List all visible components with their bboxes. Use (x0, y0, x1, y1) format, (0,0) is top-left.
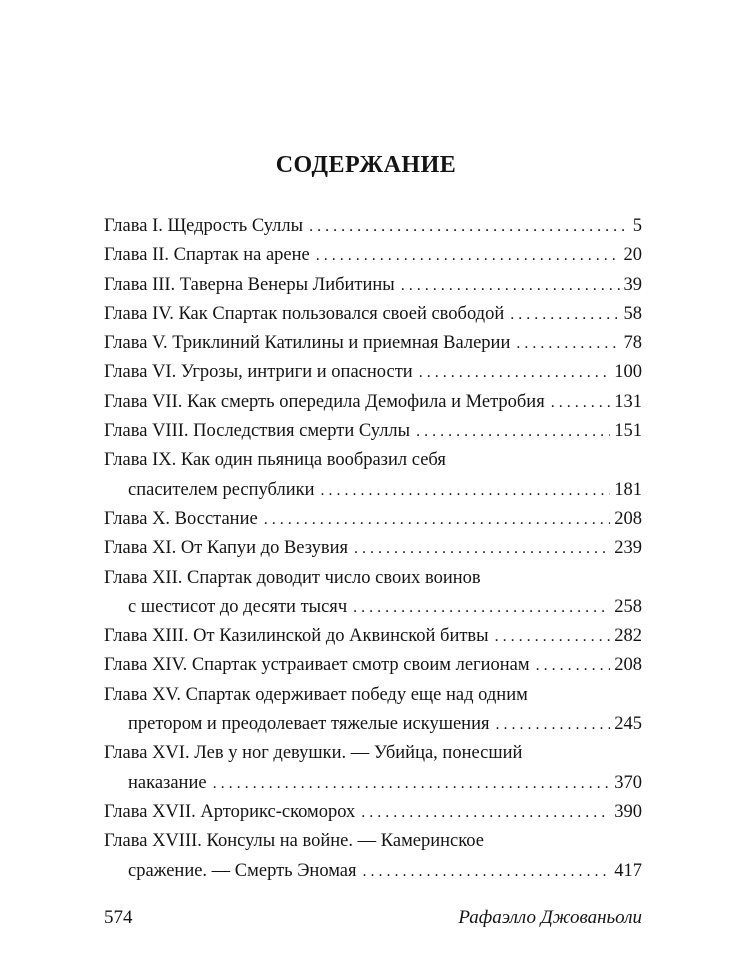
dot-leader (258, 505, 611, 534)
dot-leader (504, 300, 619, 329)
toc-entry-line (104, 271, 642, 300)
chapter-page-number: 282 (614, 626, 642, 647)
toc-entry-continuation (104, 769, 642, 798)
dot-leader (413, 358, 611, 387)
table-of-contents (104, 212, 642, 886)
toc-entry (104, 300, 642, 329)
dot-leader (355, 798, 610, 827)
chapter-title: Глава XVIII. Консулы на войне. — Камеринское (104, 831, 484, 852)
dot-leader (315, 476, 611, 505)
chapter-page-number: 417 (614, 860, 642, 881)
toc-entry-line (104, 417, 642, 446)
dot-leader (348, 534, 610, 563)
toc-entry (104, 505, 642, 534)
chapter-title: сражение. — Смерть Эномая (128, 860, 357, 881)
toc-entry-line (104, 300, 642, 329)
chapter-title: Глава XIV. Спартак устраивает смотр своим легионам (104, 655, 530, 676)
chapter-title: Глава VI. Угрозы, интриги и опасности (104, 362, 413, 383)
toc-entry-line (104, 827, 642, 856)
toc-entry-line (104, 739, 642, 768)
toc-entry-line (104, 798, 642, 827)
toc-entry (104, 827, 642, 886)
toc-entry (104, 534, 642, 563)
chapter-title: Глава IX. Как один пьяница вообразил себя (104, 450, 446, 471)
chapter-page-number: 5 (632, 216, 642, 236)
toc-entry (104, 564, 642, 623)
chapter-title: Глава II. Спартак на арене (104, 245, 310, 266)
chapter-page-number: 245 (614, 714, 642, 735)
chapter-page-number: 131 (614, 391, 642, 412)
chapter-page-number: 208 (614, 655, 642, 676)
toc-entry-continuation (104, 857, 642, 886)
dot-leader (357, 857, 611, 886)
chapter-title: Глава III. Таверна Венеры Либитины (104, 274, 395, 295)
toc-entry-line (104, 388, 642, 417)
chapter-title: Глава VII. Как смерть опередила Демофила и Метробия (104, 391, 545, 412)
chapter-title: Глава XI. От Капуи до Везувия (104, 538, 349, 559)
chapter-title: Глава V. Триклиний Катилины и приемная Валерии (104, 333, 511, 354)
toc-entry (104, 651, 642, 680)
toc-entry-line (104, 505, 642, 534)
toc-entry-line (104, 241, 642, 270)
toc-entry-line (104, 651, 642, 680)
dot-leader (347, 593, 610, 622)
toc-entry (104, 622, 642, 651)
toc-entry (104, 388, 642, 417)
toc-entry (104, 446, 642, 505)
chapter-title: с шестисот до десяти тысяч (128, 596, 348, 617)
chapter-title: Глава X. Восстание (104, 508, 258, 529)
chapter-page-number: 239 (614, 538, 642, 559)
toc-entry-line (104, 564, 642, 593)
chapter-title: Глава XVII. Арторикс-скоморох (104, 801, 356, 822)
toc-entry-continuation (104, 710, 642, 739)
toc-entry (104, 681, 642, 740)
toc-entry (104, 798, 642, 827)
toc-entry (104, 417, 642, 446)
running-footer-author: Рафаэлло Джованьоли (458, 907, 642, 928)
toc-entry (104, 358, 642, 387)
toc-entry-line (104, 681, 642, 710)
chapter-page-number: 100 (614, 362, 642, 383)
dot-leader (410, 417, 610, 446)
toc-entry (104, 212, 642, 241)
dot-leader (310, 241, 620, 270)
toc-entry-line (104, 329, 642, 358)
toc-entry (104, 739, 642, 798)
dot-leader (545, 388, 611, 417)
toc-entry (104, 329, 642, 358)
chapter-title: Глава IV. Как Спартак пользовался своей свободой (104, 303, 505, 324)
dot-leader (395, 271, 620, 300)
dot-leader (510, 329, 619, 358)
toc-entry (104, 241, 642, 270)
chapter-page-number: 58 (623, 303, 642, 324)
toc-entry (104, 271, 642, 300)
toc-entry-line (104, 534, 642, 563)
chapter-title: Глава I. Щедрость Суллы (104, 216, 304, 236)
chapter-page-number: 208 (614, 508, 642, 529)
chapter-page-number: 390 (614, 801, 642, 822)
chapter-title: претором и преодолевает тяжелые искушения (128, 714, 490, 735)
chapter-title: спасителем республики (128, 479, 315, 500)
chapter-page-number: 20 (623, 245, 642, 266)
chapter-title: Глава VIII. Последствия смерти Суллы (104, 421, 411, 442)
page-number: 574 (104, 907, 133, 928)
chapter-title: Глава XII. Спартак доводит число своих воинов (104, 567, 481, 588)
dot-leader (530, 651, 611, 680)
toc-entry-continuation (104, 593, 642, 622)
toc-entry-line (104, 622, 642, 651)
chapter-page-number: 78 (623, 333, 642, 354)
dot-leader (303, 212, 629, 241)
toc-entry-continuation (104, 476, 642, 505)
page-title: СОДЕРЖАНИЕ (275, 152, 457, 178)
toc-entry-line (104, 358, 642, 387)
dot-leader (207, 769, 611, 798)
toc-entry-line (104, 446, 642, 475)
chapter-page-number: 151 (614, 421, 642, 442)
chapter-page-number: 258 (614, 596, 642, 617)
dot-leader (489, 622, 611, 651)
dot-leader (489, 710, 610, 739)
chapter-title: Глава XIII. От Казилинской до Аквинской битвы (104, 626, 489, 647)
chapter-title: наказание (128, 772, 207, 793)
chapter-title: Глава XV. Спартак одерживает победу еще над одним (104, 684, 528, 705)
toc-entry-line (104, 212, 642, 241)
chapter-page-number: 181 (614, 479, 642, 500)
chapter-title: Глава XVI. Лев у ног девушки. — Убийца, понесший (104, 743, 523, 764)
chapter-page-number: 370 (614, 772, 642, 793)
chapter-page-number: 39 (623, 274, 642, 295)
